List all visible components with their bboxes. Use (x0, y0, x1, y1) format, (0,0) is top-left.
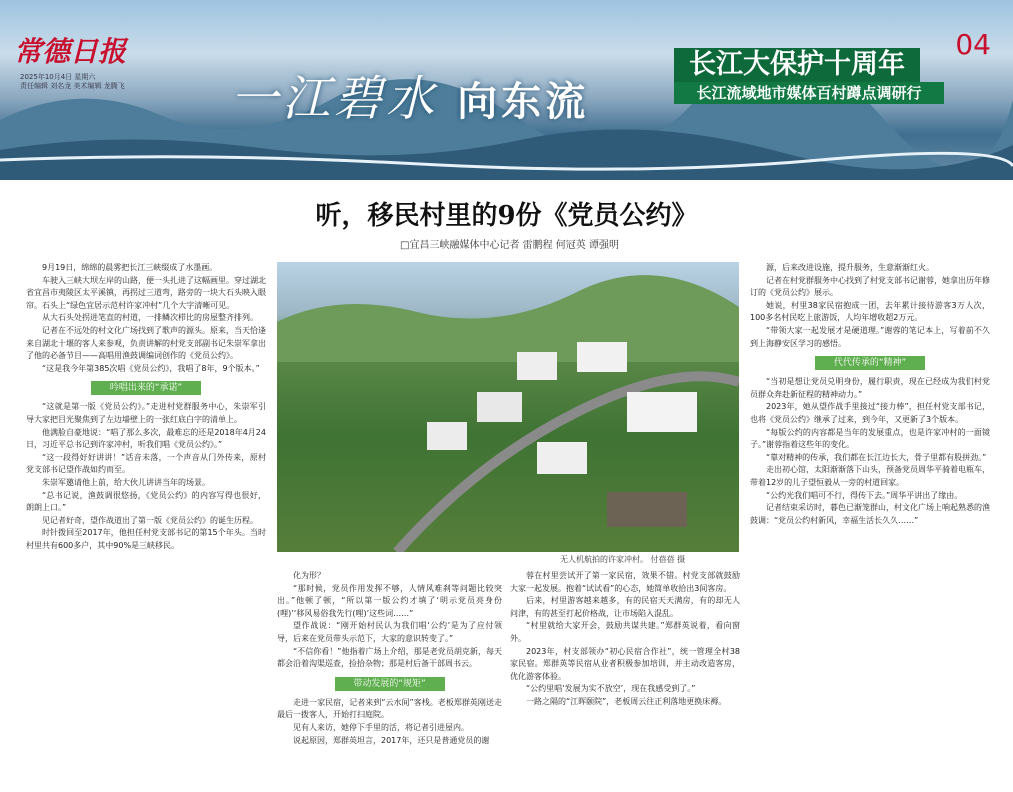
col4-paragraph: 记者在村党群服务中心找到了村党支部书记谢蓉，她拿出历年修订的《党员公约》展示。 (750, 275, 990, 298)
col1-text (26, 262, 266, 375)
col3-paragraph: 后来，村里游客越来越多，有的民宿天天满房，有的却无人问津，有的甚至打起价格战，让市场陷入混乱。 (510, 596, 740, 618)
village-aerial-photo (277, 262, 739, 552)
col1b-paragraph: “这就是第一版《党员公约》。”走进村党群服务中心，朱崇军引导大家把目光聚焦到了左边墙壁上的一张红底白字的清单上。 (26, 402, 266, 424)
col1-paragraph: “这是我今年第385次唱《党员公约》，我唱了8年，9个版本。” (42, 363, 260, 373)
col2b-text (277, 697, 502, 747)
col4-paragraph: “带领大家一起发展才是硬道理。”谢蓉的笔记本上，写着前不久到上海静安区学习的感悟。 (750, 325, 990, 348)
col3-text (510, 570, 740, 709)
col3-paragraph: 一路之隔的“江晖颐院”，老板周云往正利落地更换床褥。 (526, 696, 727, 706)
column-3 (510, 570, 740, 785)
page-number: 04 (955, 28, 991, 61)
col4b-paragraph: 2023年，她从望作战手里接过“接力棒”，担任村党支部书记，也将《党员公约》继承了过来，到今年，又更新了3个版本。 (750, 402, 990, 424)
col2-text (277, 570, 502, 671)
col4b-paragraph: 走出初心馆，太阳渐渐落下山头，预备党员周华平骑着电瓶车，带着12岁的儿子望恒毅从一旁的村道回家。 (750, 465, 990, 487)
subheading-2: 带动发展的“规矩” (335, 677, 445, 691)
subheading-1: 吟唱出来的“承诺” (91, 381, 201, 395)
col1b-paragraph: 时针拨回至2017年，他担任村党支部书记的第15个年头。当时村里共有600多户，其中90%是三峡移民。 (26, 528, 266, 550)
series-subtitle: 长江流域地市媒体百村蹲点调研行 (674, 82, 944, 104)
col4b-paragraph: “公约光我们唱可不行，得传下去。”周华平讲出了缘由。 (766, 490, 963, 500)
col1b-paragraph: “总书记说，渔鼓调很悠扬，《党员公约》的内容写得也很好，朗朗上口。” (26, 490, 266, 513)
col4-paragraph: 她说，村里38家民宿抱成一团，去年累计接待游客3万人次，100多名村民吃上旅游饭，人均年增收超2万元。 (750, 300, 990, 323)
col3-paragraph: “村里就给大家开会，鼓励共谋共建。”郑群英说着，看向窗外。 (510, 621, 740, 643)
col2-paragraph: “不信你看！”他指着广场上介绍，那是老党员胡克新，每天都会沿着沟渠巡查，捡拾杂物；那是村后备干部周书云。 (277, 646, 502, 669)
col1b-paragraph: 他满脸自豪地说：“唱了那么多次，最难忘的还是2018年4月24日，习近平总书记到许家冲村，听我们唱《党员公约》。” (26, 427, 266, 450)
col1b-paragraph: 见记者好奇，望作战道出了第一版《党员公约》的诞生历程。 (42, 515, 258, 525)
subheading-3: 代代传承的“精神” (815, 356, 925, 370)
col4-paragraph: 源，后来改进设施，提升服务，生意渐渐红火。 (766, 263, 934, 272)
col4b-paragraph: “每版公约的内容都是当年的发展重点，也是许家冲村的一面镜子。”谢蓉指着这些年的变化。 (750, 427, 990, 450)
banner-title: 一江碧水 向东流 (230, 71, 590, 127)
col2b-paragraph: 说起原因，郑群英坦言，2017年，还只是普通党员的谢 (293, 735, 490, 745)
col1b-text (26, 401, 266, 552)
byline: □宜昌三峡融媒体中心记者 雷鹏程 何冠英 谭强明 (400, 240, 619, 251)
col4b-paragraph: “当初是想让党员兑明身份，履行职责，现在已经成为我们村党员群众奔赴新征程的精神动力。” (750, 377, 990, 399)
col4b-paragraph: “靠对精神的传承，我们都在长江边长大，骨子里都有股拼劲。” (766, 452, 987, 462)
col1b-paragraph: “这一段得好好讲讲！”话音未落，一个声音从门外传来，原村党支部书记望作战如约而至。 (26, 452, 266, 475)
col1-paragraph: 车驶入三峡大坝左岸的山路，便一头扎进了这幅画里。穿过湖北省宜昌市夷陵区太平溪镇，再拐过三道弯，路旁的一块大石头映入眼帘。石头上“绿色宜居示范村许家冲村”几个大字清晰可见。 (26, 275, 266, 310)
photo-caption: 无人机航拍的许家冲村。 付蓓蓓 摄 (560, 555, 686, 564)
village-photo-illustration (277, 262, 739, 552)
col3-paragraph: 2023年，村支部领办“初心民宿合作社”，统一管理全村38家民宿。郑群英等民宿从业者积极参加培训，并主动改造客房，优化游客体验。 (510, 646, 740, 681)
col4-text (750, 262, 990, 350)
col1-paragraph: 从大石头处拐进笔直的村道，一排鳞次栉比的房屋整齐排列。 (42, 313, 258, 323)
col2-paragraph: “那时候，党员作用发挥不够，人情风难刹等问题比较突出。”他顿了顿，“所以第一版公约才填了‘明示党员亮身份(哩)’‘移风易俗我先行(哩)’这些词……” (277, 583, 502, 618)
col2b-paragraph: 见有人来访，她停下手里的活，将记者引进屋内。 (293, 722, 469, 732)
col3-paragraph: “公约里唱‘发展为实不放空’，现在我感受到了。” (526, 684, 696, 694)
col2b-paragraph: 走进一家民宿，记者来到“云水间”客栈。老板郑群英刚送走最后一拨客人，开始打扫庭院。 (277, 697, 502, 720)
dateline: 2025年10月4日 星期六 责任编辑 刘名龙 美术编辑 龙腾飞 (20, 73, 125, 90)
series-title: 长江大保护十周年 (674, 48, 920, 82)
col2-paragraph: 化为形？ (293, 571, 325, 580)
column-1 (26, 262, 266, 782)
col1-paragraph: 9月19日，绵绵的晨雾把长江三峡缀成了水墨画。 (42, 263, 218, 272)
col1-paragraph: 记者在不远处的村文化广场找到了歌声的源头。原来，当天恰逢来自湖北十堰的客人来参观，负责讲解的村党支部副书记朱崇军拿出了他的必备节目——高唱用渔鼓调编词创作的《党员公约》。 (26, 325, 266, 361)
headline: 听，移民村里的9份《党员公约》 (315, 201, 698, 231)
col4b-paragraph: 记者结束采访时，暮色已渐笼群山，村文化广场上响起熟悉的渔鼓调：“党员公约村新风，幸福生活长久久……” (750, 503, 990, 525)
header-banner (0, 0, 1013, 180)
column-4 (750, 262, 990, 782)
col2-paragraph: 望作战说：“刚开始村民认为我们唱‘公约’是为了应付领导，后来在党员带头示范下，大家的意识转变了。” (277, 621, 502, 643)
col1b-paragraph: 朱崇军邀请他上前，给大伙儿讲讲当年的场景。 (42, 477, 210, 487)
col4b-text (750, 376, 990, 527)
newspaper-logo: 常德日报 (14, 35, 127, 68)
col3-paragraph: 蓉在村里尝试开了第一家民宿，效果不错。村党支部就鼓励大家一起发展。抱着“试试看”的心态，她简单收拾出3间客房。 (510, 571, 740, 593)
column-2 (277, 570, 502, 785)
